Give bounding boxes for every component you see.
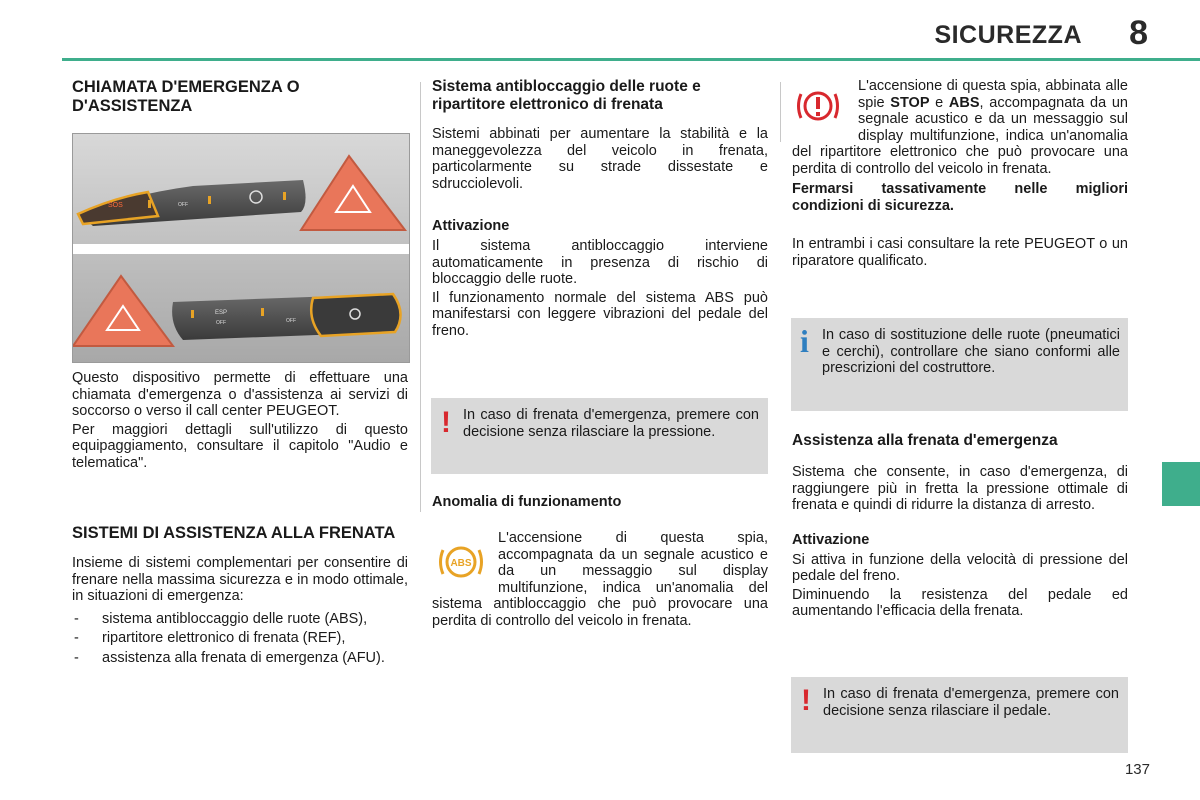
info-icon: i: [800, 323, 809, 359]
column-3: [792, 78, 1128, 269]
warning-text: In caso di frenata d'emergenza, premere con decisione senza rilasciare la pressione.: [463, 407, 759, 440]
list-item: - sistema antibloccaggio delle ruote (ABS),: [72, 611, 408, 628]
list-item: - assistenza alla frenata di emergenza (AFU).: [72, 650, 408, 667]
chapter-number: 8: [1129, 14, 1148, 52]
paragraph: Insieme di sistemi complementari per consentire di frenare nella massima sicurezza e in modo ottimale, in situazioni di emergenza:: [72, 555, 408, 604]
warning-text: In caso di frenata d'emergenza, premere con decisione senza rilasciare il pedale.: [823, 686, 1119, 719]
column-separator: [420, 82, 421, 512]
header-rule: [62, 58, 1200, 61]
info-box: [791, 318, 1128, 411]
malfunction-text: [432, 530, 768, 629]
paragraph: Si attiva in funzione della velocità di pressione del pedale del freno.: [792, 551, 1128, 584]
column-separator: [780, 82, 781, 142]
subheading-activation: Attivazione: [432, 218, 510, 234]
warning-exclamation-icon: !: [441, 406, 451, 439]
emergency-buttons-photo: [72, 133, 410, 363]
warning-box: [431, 398, 768, 474]
info-text: In caso di sostituzione delle ruote (pneumatici e cerchi), controllare che siano conformi alle prescrizioni del costruttore.: [822, 327, 1120, 376]
warning-exclamation-icon: !: [801, 684, 811, 717]
paragraph: Questo dispositivo permette di effettuare una chiamata d'emergenza o d'assistenza ai servizi di soccorso o verso il call center PEUGEOT.: [72, 370, 408, 419]
subheading-activation: Attivazione: [792, 531, 870, 548]
section-heading-braking-systems: SISTEMI DI ASSISTENZA ALLA FRENATA: [72, 524, 396, 542]
section-heading-emergency-call: CHIAMATA D'EMERGENZA O D'ASSISTENZA: [72, 78, 300, 115]
section-heading-brake-assist: Assistenza alla frenata d'emergenza: [792, 432, 1058, 449]
warning-box: [791, 677, 1128, 753]
emergency-brake-assist-section: [792, 432, 1128, 620]
sos-label: SOS: [108, 202, 123, 209]
braking-systems-list: [72, 611, 408, 667]
paragraph: Sistema che consente, in caso d'emergenza, di raggiungere più in fretta la pressione ottimale di frenata e quindi di ridurre la distanza di arresto.: [792, 464, 1128, 513]
emergency-call-text: [72, 370, 408, 471]
svg-text:ABS: ABS: [450, 558, 472, 569]
paragraph: L'accensione di questa spia, abbinata alle spie STOP e ABS, accompagnata da un segnale acustico e da un messaggio sul display multifunzione, indica un'anomalia del ripartitore elettronico che può provocare una perdita di controllo del veicolo in frenata.: [792, 78, 1128, 177]
svg-text:OFF: OFF: [286, 318, 296, 324]
paragraph: L'accensione di questa spia, accompagnata da un segnale acustico e da un messaggio sul display multifunzione, indica un'anomalia del sistema antibloccaggio che può provocare una perdita di controllo del veicolo in frenata.: [432, 530, 768, 629]
paragraph: Diminuendo la resistenza del pedale ed aumentando l'efficacia della frenata.: [792, 586, 1128, 619]
esp-label: ESP: [215, 310, 228, 316]
paragraph-bold: Fermarsi tassativamente nelle migliori condizioni di sicurezza.: [792, 181, 1128, 214]
list-item: - ripartitore elettronico di frenata (REF),: [72, 630, 408, 647]
paragraph: Il funzionamento normale del sistema ABS può manifestarsi con leggere vibrazioni del pedale del freno.: [432, 289, 768, 339]
section-heading-abs: Sistema antibloccaggio delle ruote e ripartitore elettronico di frenata: [432, 78, 701, 113]
page-number: 137: [1124, 761, 1150, 778]
paragraph: Il sistema antibloccaggio interviene automaticamente in presenza di rischio di bloccaggio delle ruote.: [432, 238, 768, 287]
paragraph: In entrambi i casi consultare la rete PEUGEOT o un riparatore qualificato.: [792, 236, 1128, 269]
dashboard-buttons-illustration: [73, 134, 409, 362]
paragraph: Sistemi abbinati per aumentare la stabilità e la maneggevolezza del veicolo in frenata, particolarmente su strade dissestate e sdrucciolevoli.: [432, 126, 768, 192]
subheading-malfunction: Anomalia di funzionamento: [432, 494, 622, 510]
chapter-title: SICUREZZA: [934, 21, 1082, 49]
svg-text:OFF: OFF: [216, 320, 226, 326]
malfunction-section: [432, 494, 768, 511]
chapter-side-tab: [1162, 462, 1200, 506]
column-2: [432, 78, 768, 339]
paragraph: Per maggiori dettagli sull'utilizzo di questo equipaggiamento, consultare il capitolo "Audio e telematica".: [72, 421, 408, 471]
braking-assist-section: [72, 524, 408, 669]
svg-text:OFF: OFF: [178, 202, 188, 208]
column-1: [72, 78, 412, 116]
